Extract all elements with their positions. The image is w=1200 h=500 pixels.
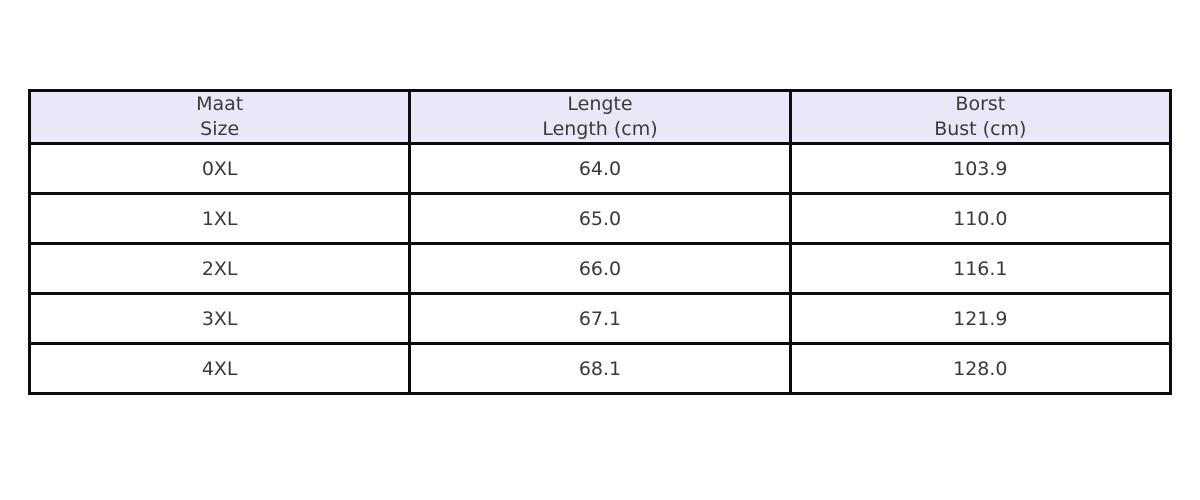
column-header-bust (790, 91, 1170, 144)
column-header-length (410, 91, 790, 144)
cell-size: 0XL (30, 144, 410, 194)
table-row (30, 344, 1171, 394)
cell-bust: 128.0 (790, 344, 1170, 394)
cell-bust: 121.9 (790, 294, 1170, 344)
header-line-dutch: Maat (196, 93, 244, 115)
cell-bust: 103.9 (790, 144, 1170, 194)
cell-size: 1XL (30, 194, 410, 244)
header-line-dutch: Lengte (567, 93, 633, 115)
cell-size: 4XL (30, 344, 410, 394)
cell-length: 65.0 (410, 194, 790, 244)
cell-length: 66.0 (410, 244, 790, 294)
cell-length: 68.1 (410, 344, 790, 394)
column-header-size (30, 91, 410, 144)
header-line-dutch: Borst (955, 93, 1006, 115)
cell-size: 2XL (30, 244, 410, 294)
size-chart-table (28, 89, 1172, 395)
table-row (30, 244, 1171, 294)
cell-size: 3XL (30, 294, 410, 344)
table-header (30, 91, 1171, 144)
table-body (30, 144, 1171, 394)
cell-bust: 116.1 (790, 244, 1170, 294)
table-row (30, 294, 1171, 344)
header-line-english: Length (cm) (542, 118, 658, 140)
cell-bust: 110.0 (790, 194, 1170, 244)
table-row (30, 194, 1171, 244)
header-row (30, 91, 1171, 144)
cell-length: 67.1 (410, 294, 790, 344)
header-line-english: Size (200, 118, 240, 140)
header-line-english: Bust (cm) (934, 118, 1027, 140)
table-row (30, 144, 1171, 194)
cell-length: 64.0 (410, 144, 790, 194)
